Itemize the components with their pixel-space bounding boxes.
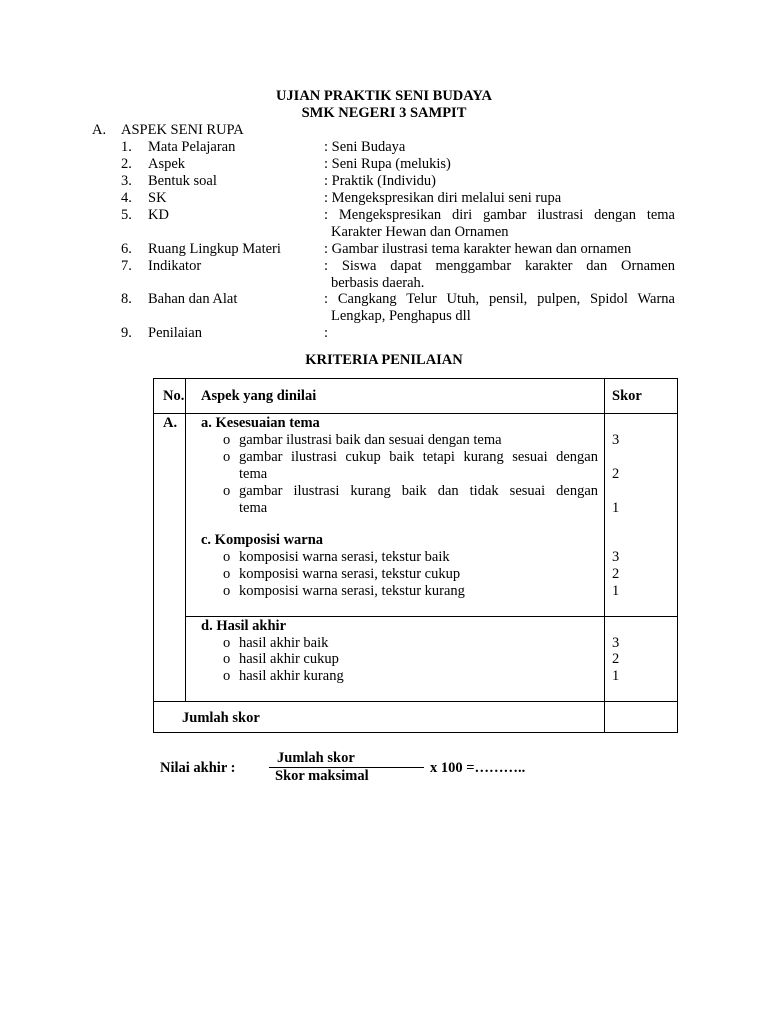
bullet: o [223, 449, 231, 465]
criterion-score: 2 [612, 566, 620, 582]
item-label: SK [148, 190, 167, 206]
header-score: Skor [612, 388, 642, 404]
item-number: 6. [121, 241, 132, 257]
item-value: : Siswa dapat menggambar karakter dan Ornamen [324, 258, 675, 274]
section-label: A. [92, 122, 107, 138]
section-title: ASPEK SENI RUPA [121, 122, 244, 138]
criterion-score: 1 [612, 500, 620, 516]
group-heading: c. Komposisi warna [201, 532, 324, 548]
criterion-text: gambar ilustrasi baik dan sesuai dengan tema [239, 432, 502, 448]
item-number: 3. [121, 173, 132, 189]
item-number: 7. [121, 258, 132, 274]
item-value-continued: Lengkap, Penghapus dll [331, 308, 471, 324]
criterion-score: 2 [612, 466, 620, 482]
bullet: o [223, 635, 231, 651]
bullet: o [223, 549, 231, 565]
bullet: o [223, 566, 231, 582]
item-value-continued: Karakter Hewan dan Ornamen [331, 224, 509, 240]
item-number: 9. [121, 325, 132, 341]
bullet: o [223, 583, 231, 599]
item-value: : [324, 325, 329, 341]
criterion-score: 2 [612, 651, 620, 667]
item-number: 1. [121, 139, 132, 155]
item-label: Indikator [148, 258, 202, 274]
criterion-score: 3 [612, 549, 620, 565]
criteria-title: KRITERIA PENILAIAN [305, 352, 463, 368]
item-value: : Gambar ilustrasi tema karakter hewan dan ornamen [324, 241, 632, 257]
criterion-text: komposisi warna serasi, tekstur cukup [239, 566, 461, 582]
item-value-continued: berbasis daerah. [331, 275, 425, 291]
item-label: Bentuk soal [148, 173, 217, 189]
item-number: 4. [121, 190, 132, 206]
school-name: SMK NEGERI 3 SAMPIT [301, 105, 467, 121]
item-number: 8. [121, 291, 132, 307]
criterion-text: komposisi warna serasi, tekstur baik [239, 549, 450, 565]
header-aspect: Aspek yang dinilai [201, 388, 317, 404]
table-divider [185, 379, 186, 701]
table-divider [154, 701, 677, 702]
item-label: Penilaian [148, 325, 202, 341]
group-heading: d. Hasil akhir [201, 618, 287, 634]
criterion-score: 1 [612, 668, 620, 684]
criterion-score: 3 [612, 635, 620, 651]
criterion-text-continued: tema [239, 500, 268, 516]
item-label: Bahan dan Alat [148, 291, 238, 307]
criterion-text: gambar ilustrasi kurang baik dan tidak sesuai dengan [239, 483, 598, 499]
header-no: No. [163, 388, 185, 404]
criterion-text-continued: tema [239, 466, 268, 482]
criterion-text: komposisi warna serasi, tekstur kurang [239, 583, 465, 599]
item-number: 5. [121, 207, 132, 223]
criterion-text: hasil akhir baik [239, 635, 329, 651]
final-score-label: Nilai akhir : [160, 760, 236, 776]
group-heading: a. Kesesuaian tema [201, 415, 320, 431]
item-value: : Praktik (Individu) [324, 173, 436, 189]
criteria-table [153, 378, 678, 733]
criterion-score: 3 [612, 432, 620, 448]
item-value: : Cangkang Telur Utuh, pensil, pulpen, Spidol Warna [324, 291, 675, 307]
item-label: KD [148, 207, 169, 223]
item-value: : Seni Budaya [324, 139, 406, 155]
item-label: Ruang Lingkup Materi [148, 241, 281, 257]
item-value: : Mengekspresikan diri melalui seni rupa [324, 190, 562, 206]
formula-multiplier: x 100 =……….. [430, 760, 526, 776]
item-label: Mata Pelajaran [148, 139, 236, 155]
formula-numerator: Jumlah skor [277, 750, 355, 766]
bullet: o [223, 668, 231, 684]
item-value: : Mengekspresikan diri gambar ilustrasi dengan tema [324, 207, 675, 223]
row-number: A. [163, 415, 178, 431]
item-value: : Seni Rupa (melukis) [324, 156, 451, 172]
criterion-text: hasil akhir cukup [239, 651, 339, 667]
table-divider [154, 413, 677, 414]
formula-denominator: Skor maksimal [275, 768, 369, 784]
document-title: UJIAN PRAKTIK SENI BUDAYA [275, 88, 493, 104]
criterion-score: 1 [612, 583, 620, 599]
total-score-label: Jumlah skor [182, 710, 260, 726]
table-divider [604, 379, 605, 732]
table-divider [185, 616, 677, 617]
bullet: o [223, 651, 231, 667]
item-label: Aspek [148, 156, 186, 172]
criterion-text: gambar ilustrasi cukup baik tetapi kurang sesuai dengan [239, 449, 598, 465]
bullet: o [223, 432, 231, 448]
criterion-text: hasil akhir kurang [239, 668, 344, 684]
bullet: o [223, 483, 231, 499]
item-number: 2. [121, 156, 132, 172]
